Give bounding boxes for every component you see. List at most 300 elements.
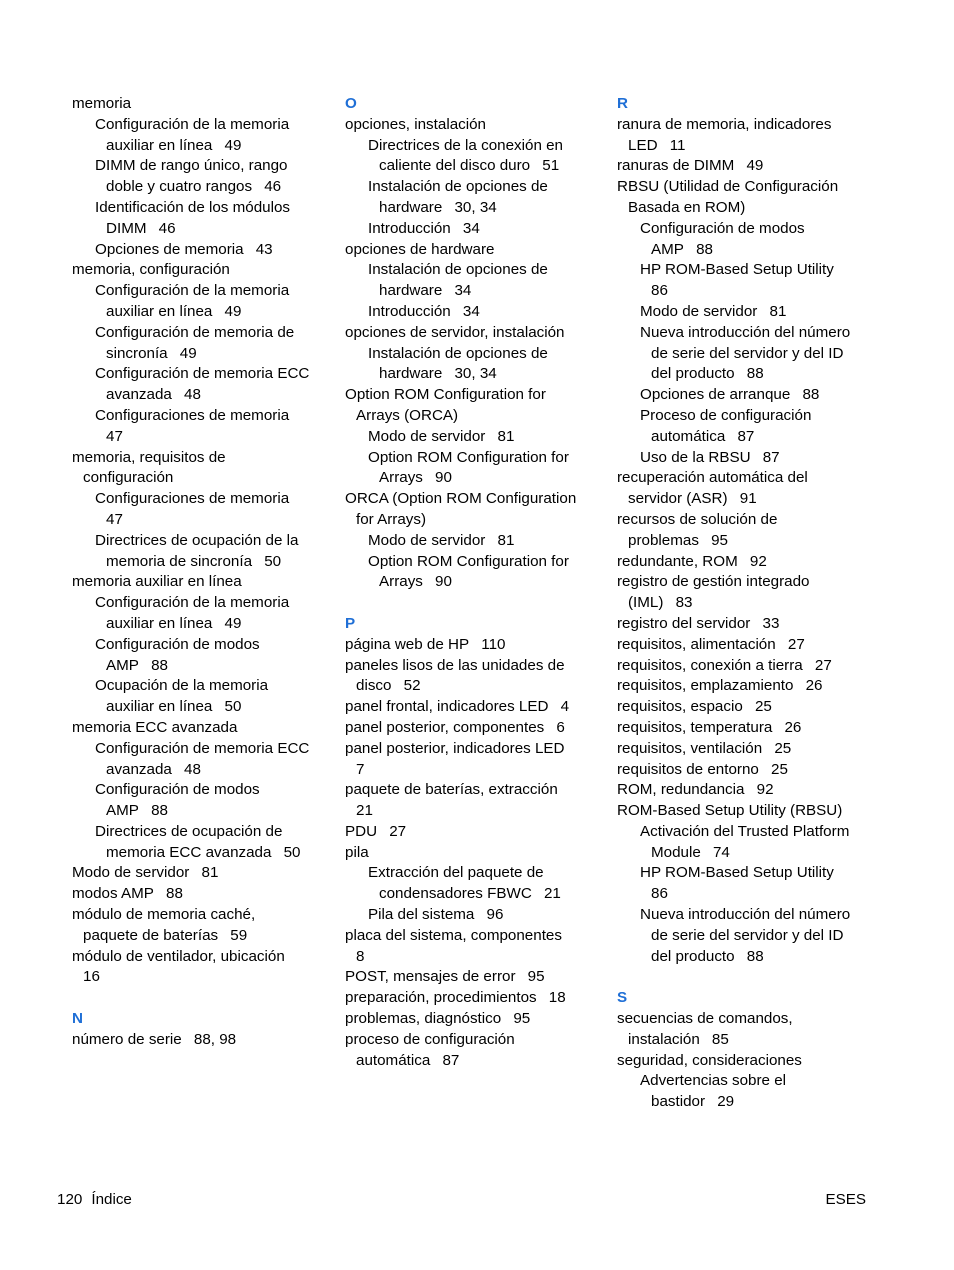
index-entry (617, 115, 879, 157)
page-reference: 26 (805, 677, 823, 695)
index-subentry (72, 364, 330, 406)
index-entry (345, 635, 597, 656)
entry-term-line: AMP 88 (106, 802, 168, 820)
entry-term-line: Configuración de memoria ECC (95, 739, 310, 757)
entry-term-line: AMP 88 (651, 240, 713, 258)
page-reference: 49 (746, 157, 764, 175)
entry-term-line: Arrays 90 (379, 469, 452, 487)
page-reference: 48 (184, 760, 201, 778)
entry-term-line: for Arrays) (356, 510, 427, 528)
entry-term-line: preparación, procedimientos 18 (345, 989, 566, 1007)
index-entry (345, 843, 597, 864)
entry-term-line: hardware 30, 34 (379, 198, 497, 216)
index-subentry (72, 822, 330, 864)
page-reference: 30, 34 (454, 365, 497, 383)
entry-term-line: configuración (83, 469, 174, 487)
entry-term-line: Ocupación de la memoria (95, 677, 269, 695)
entry-term-line: Configuración de la memoria (95, 282, 290, 300)
entry-term-line: Extracción del paquete de (368, 864, 544, 882)
index-subentry (345, 552, 597, 594)
entry-term-line: paquete de baterías, extracción (345, 781, 558, 799)
index-subentry (617, 905, 879, 967)
entry-term-line: Advertencias sobre el (640, 1072, 787, 1090)
index-subentry (617, 822, 879, 864)
entry-term-line: Configuración de modos (95, 635, 260, 653)
entry-term-line: ORCA (Option ROM Configuration (345, 490, 577, 508)
entry-term-line: requisitos, ventilación 25 (617, 739, 792, 757)
index-subentry (617, 260, 879, 302)
page-reference: 29 (717, 1093, 735, 1111)
page-reference: 43 (255, 240, 273, 258)
entry-term-line (345, 801, 597, 822)
entry-term-line: registro del servidor 33 (617, 614, 780, 632)
index-column-3 (617, 94, 879, 1113)
page-reference: 95 (527, 968, 545, 986)
index-entry (617, 552, 879, 573)
page-reference: 81 (201, 864, 219, 882)
page-reference: 34 (462, 219, 480, 237)
entry-term-line: Introducción 34 (368, 302, 480, 320)
entry-term-line: memoria de sincronía 50 (106, 552, 282, 570)
index-entry (617, 510, 879, 552)
index-subentry (72, 489, 330, 531)
index-entry (617, 697, 879, 718)
index-entry (72, 947, 330, 989)
entry-term-line: de serie del servidor y del ID (651, 344, 844, 362)
entry-term-line: del producto 88 (651, 947, 764, 965)
footer-page-number: 120 (57, 1191, 83, 1208)
entry-term-line: automática 87 (651, 427, 755, 445)
index-subentry (72, 406, 330, 448)
page-reference: 30, 34 (454, 198, 497, 216)
entry-term-line: opciones de servidor, instalación (345, 323, 565, 341)
index-subentry (72, 240, 330, 261)
entry-term-line: Modo de servidor 81 (640, 302, 787, 320)
entry-term-line: Option ROM Configuration for (345, 386, 546, 404)
page-reference: 21 (543, 885, 561, 903)
index-entry (72, 572, 330, 593)
index-entry (617, 177, 879, 219)
entry-term-line (95, 510, 330, 531)
index-entry (345, 385, 597, 427)
page-reference: 81 (497, 427, 515, 445)
section-gap (617, 967, 879, 988)
index-subentry (72, 593, 330, 635)
index-entry (345, 697, 597, 718)
entry-term-line: requisitos de entorno 25 (617, 760, 788, 778)
entry-term-line: disco 52 (356, 677, 421, 695)
index-entry (72, 1030, 330, 1051)
entry-term-line: requisitos, emplazamiento 26 (617, 677, 823, 695)
entry-term-line: Configuración de la memoria (95, 115, 290, 133)
index-entry (617, 739, 879, 760)
page-reference: 49 (179, 344, 197, 362)
index-entry (72, 94, 330, 115)
entry-term-line: módulo de memoria caché, (72, 906, 256, 924)
entry-term-line: RBSU (Utilidad de Configuración (617, 178, 839, 196)
page-reference: 88, 98 (193, 1030, 237, 1048)
entry-term-line: Module 74 (651, 843, 730, 861)
section-letter: N (72, 1010, 83, 1028)
entry-term-line: problemas, diagnóstico 95 (345, 1010, 531, 1028)
page-reference: 59 (230, 926, 248, 944)
entry-term-line: opciones de hardware (345, 240, 495, 258)
entry-term-line: Directrices de ocupación de la (95, 531, 299, 549)
entry-term-line: auxiliar en línea 50 (106, 698, 242, 716)
entry-term-line: número de serie 88, 98 (72, 1030, 237, 1048)
entry-term-line: paquete de baterías 59 (83, 926, 248, 944)
index-subentry (345, 302, 597, 323)
index-entry (345, 718, 597, 739)
page-reference: 48 (184, 386, 201, 404)
page-reference: 11 (669, 136, 686, 154)
index-subentry (72, 739, 330, 781)
index-entry (617, 780, 879, 801)
index-subentry (72, 156, 330, 198)
page-reference: 47 (106, 510, 123, 528)
page-reference: 7 (356, 760, 365, 778)
index-entry (345, 1009, 597, 1030)
page-reference: 81 (497, 531, 515, 549)
page-reference: 95 (513, 1010, 531, 1028)
page-reference: 50 (264, 552, 282, 570)
entry-term-line: memoria (72, 95, 132, 112)
index-entry (617, 614, 879, 635)
entry-term-line: del producto 88 (651, 365, 764, 383)
entry-term-line: ranura de memoria, indicadores (617, 115, 832, 133)
page-reference: 33 (762, 614, 780, 632)
index-entry (72, 448, 330, 490)
index-subentry (617, 219, 879, 261)
entry-term-line: problemas 95 (628, 531, 728, 549)
index-entry (345, 115, 597, 136)
page-reference: 90 (435, 469, 452, 487)
entry-term-line: PDU 27 (345, 822, 407, 840)
entry-term-line: secuencias de comandos, (617, 1010, 793, 1028)
entry-term-line: Configuraciones de memoria (95, 490, 290, 508)
entry-term-line: Directrices de la conexión en (368, 136, 564, 154)
entry-term-line: doble y cuatro rangos 46 (106, 178, 282, 196)
entry-term-line: condensadores FBWC 21 (379, 885, 561, 903)
section-letter: O (345, 95, 357, 112)
page-reference: 87 (442, 1051, 460, 1069)
page-reference: 88 (151, 656, 168, 674)
index-entry (345, 926, 597, 968)
entry-term-line: auxiliar en línea 49 (106, 302, 242, 320)
page-reference: 51 (542, 157, 560, 175)
index-entry (345, 240, 597, 261)
entry-term-line: Configuración de memoria de (95, 323, 295, 341)
entry-term-line: Instalación de opciones de (368, 344, 548, 362)
page-reference: 74 (712, 843, 730, 861)
entry-term-line: Arrays (ORCA) (356, 406, 459, 424)
page-reference: 95 (711, 531, 728, 549)
footer-section: Índice (91, 1191, 132, 1208)
page-reference: 88 (802, 386, 820, 404)
page-reference: 87 (737, 427, 755, 445)
entry-term-line: requisitos, alimentación 27 (617, 635, 805, 653)
index-subentry (617, 302, 879, 323)
page-reference: 96 (486, 906, 504, 924)
index-subentry (617, 863, 879, 905)
index-subentry (72, 635, 330, 677)
index-entry (617, 1009, 879, 1051)
entry-term-line: Modo de servidor 81 (368, 427, 515, 445)
entry-term-line: Directrices de ocupación de (95, 822, 283, 840)
page-reference: 87 (762, 448, 780, 466)
index-entry (617, 676, 879, 697)
page-reference: 88 (746, 365, 764, 383)
page-reference: 88 (746, 947, 764, 965)
entry-term-line: Nueva introducción del número (640, 323, 851, 341)
entry-term-line: módulo de ventilador, ubicación (72, 947, 285, 965)
page-reference: 26 (784, 718, 802, 736)
page-reference: 88 (166, 885, 183, 903)
page-reference: 25 (754, 698, 772, 716)
index-subentry (345, 863, 597, 905)
page-reference: 86 (651, 282, 668, 300)
entry-term-line: Modo de servidor 81 (72, 864, 219, 882)
index-entry (72, 884, 330, 905)
page-reference: 27 (814, 656, 832, 674)
page-reference: 92 (756, 781, 774, 799)
index-subentry (617, 448, 879, 469)
index-subentry (345, 219, 597, 240)
entry-term-line: registro de gestión integrado (617, 573, 810, 591)
entry-term-line: Basada en ROM) (628, 198, 746, 216)
entry-term-line: memoria, requisitos de (72, 448, 226, 466)
entry-term-line: memoria auxiliar en línea (72, 573, 242, 591)
page-reference: 8 (356, 947, 365, 965)
page-reference: 16 (83, 968, 100, 986)
entry-term-line: panel posterior, componentes 6 (345, 718, 565, 736)
page-reference: 88 (696, 240, 713, 258)
entry-term-line: página web de HP 110 (345, 635, 506, 653)
index-subentry (72, 780, 330, 822)
page-reference: 18 (548, 989, 566, 1007)
index-entry (345, 323, 597, 344)
entry-term-line: HP ROM-Based Setup Utility (640, 261, 834, 279)
index-entry (345, 988, 597, 1009)
page-reference: 90 (435, 573, 452, 591)
entry-term-line: paneles lisos de las unidades de (345, 656, 565, 674)
index-entry (617, 760, 879, 781)
entry-term-line: avanzada 48 (106, 386, 201, 404)
footer-left (57, 1190, 132, 1210)
page-reference: 50 (283, 843, 301, 861)
index-subentry (617, 323, 879, 385)
entry-term-line (72, 967, 330, 988)
page-reference: 25 (771, 760, 788, 778)
index-entry (345, 780, 597, 822)
entry-term-line: Instalación de opciones de (368, 178, 548, 196)
page-reference: 27 (787, 635, 805, 653)
entry-term-line (640, 281, 879, 302)
page-reference: 21 (356, 802, 373, 820)
entry-term-line: ROM, redundancia 92 (617, 781, 774, 799)
section-gap (72, 988, 330, 1009)
page-reference: 88 (151, 802, 168, 820)
entry-term-line: Configuración de modos (640, 219, 805, 237)
entry-term-line: memoria ECC avanzada (72, 718, 238, 736)
entry-term-line: Pila del sistema 96 (368, 906, 504, 924)
entry-term-line (95, 427, 330, 448)
page-reference: 92 (749, 552, 767, 570)
entry-term-line: bastidor 29 (651, 1093, 735, 1111)
index-column-2 (345, 94, 597, 1071)
entry-term-line: opciones, instalación (345, 115, 486, 133)
entry-term-line: Nueva introducción del número (640, 906, 851, 924)
page-reference: 85 (711, 1030, 729, 1048)
entry-term-line: proceso de configuración (345, 1030, 515, 1048)
page-reference: 49 (224, 302, 242, 320)
page-reference: 86 (651, 885, 668, 903)
entry-term-line: Introducción 34 (368, 219, 480, 237)
page-reference: 83 (675, 594, 693, 612)
index-column-1 (72, 94, 330, 1051)
entry-term-line: AMP 88 (106, 656, 168, 674)
entry-term-line: servidor (ASR) 91 (628, 490, 757, 508)
entry-term-line: Identificación de los módulos (95, 198, 291, 216)
page-reference: 46 (264, 178, 282, 196)
entry-term-line: de serie del servidor y del ID (651, 926, 844, 944)
entry-term-line: Opciones de arranque 88 (640, 386, 820, 404)
index-subentry (617, 406, 879, 448)
section-letter: P (345, 614, 356, 632)
entry-term-line: ranuras de DIMM 49 (617, 157, 764, 175)
entry-term-line: sincronía 49 (106, 344, 197, 362)
entry-term-line: memoria, configuración (72, 261, 230, 279)
index-entry (617, 156, 879, 177)
index-subentry (72, 676, 330, 718)
index-subentry (345, 448, 597, 490)
index-subentry (345, 427, 597, 448)
index-entry (345, 1030, 597, 1072)
index-subentry (345, 260, 597, 302)
entry-term-line: modos AMP 88 (72, 885, 183, 903)
index-entry (617, 1051, 879, 1072)
index-subentry (617, 1071, 879, 1113)
index-entry (617, 718, 879, 739)
page-reference: 52 (403, 677, 421, 695)
page-reference: 46 (158, 219, 176, 237)
entry-term-line: hardware 30, 34 (379, 365, 497, 383)
page-reference: 50 (224, 698, 242, 716)
page-reference: 110 (481, 635, 506, 653)
index-entry (617, 572, 879, 614)
section-gap (345, 593, 597, 614)
section-letter: R (617, 95, 628, 112)
index-subentry (345, 177, 597, 219)
page-reference: 91 (739, 490, 757, 508)
entry-term-line: Opciones de memoria 43 (95, 240, 273, 258)
entry-term-line (345, 947, 597, 968)
entry-term-line (345, 760, 597, 781)
entry-term-line: caliente del disco duro 51 (379, 157, 560, 175)
entry-term-line: Proceso de configuración (640, 406, 812, 424)
entry-term-line: requisitos, temperatura 26 (617, 718, 802, 736)
entry-term-line: Option ROM Configuration for (368, 448, 569, 466)
index-entry (72, 863, 330, 884)
entry-term-line: DIMM 46 (106, 219, 176, 237)
page-reference: 34 (454, 282, 472, 300)
page-reference: 4 (560, 698, 570, 716)
entry-term-line: Configuración de la memoria (95, 594, 290, 612)
entry-term-line: panel frontal, indicadores LED 4 (345, 698, 570, 716)
entry-term-line: Configuraciones de memoria (95, 406, 290, 424)
index-entry (345, 489, 597, 531)
page-reference: 81 (769, 302, 787, 320)
index-entry (345, 739, 597, 781)
entry-term-line (640, 884, 879, 905)
page-reference: 34 (462, 302, 480, 320)
index-entry (617, 635, 879, 656)
entry-term-line: Modo de servidor 81 (368, 531, 515, 549)
page-reference: 49 (224, 614, 242, 632)
entry-term-line: auxiliar en línea 49 (106, 614, 242, 632)
index-entry (72, 718, 330, 739)
entry-term-line: Configuración de modos (95, 781, 260, 799)
entry-term-line: pila (345, 843, 369, 861)
entry-term-line: memoria ECC avanzada 50 (106, 843, 301, 861)
index-subentry (72, 281, 330, 323)
footer-code: ESES (825, 1191, 866, 1208)
entry-term-line: seguridad, consideraciones (617, 1051, 802, 1069)
entry-term-line: avanzada 48 (106, 760, 201, 778)
entry-term-line: Uso de la RBSU 87 (640, 448, 780, 466)
page-reference: 47 (106, 427, 123, 445)
index-entry (617, 656, 879, 677)
entry-term-line: hardware 34 (379, 282, 472, 300)
index-entry (345, 822, 597, 843)
entry-term-line: POST, mensajes de error 95 (345, 968, 545, 986)
entry-term-line: requisitos, conexión a tierra 27 (617, 656, 832, 674)
page-reference: 49 (224, 136, 242, 154)
entry-term-line: auxiliar en línea 49 (106, 136, 242, 154)
page-reference: 6 (556, 718, 565, 736)
section-letter: S (617, 989, 628, 1007)
entry-term-line: Activación del Trusted Platform (640, 822, 850, 840)
entry-term-line: automática 87 (356, 1051, 460, 1069)
index-entry (617, 468, 879, 510)
index-entry (617, 801, 879, 822)
entry-term-line: Option ROM Configuration for (368, 552, 569, 570)
entry-term-line: recursos de solución de (617, 510, 778, 528)
index-subentry (72, 531, 330, 573)
index-subentry (345, 136, 597, 178)
entry-term-line: Configuración de memoria ECC (95, 365, 310, 383)
entry-term-line: DIMM de rango único, rango (95, 157, 288, 175)
entry-term-line: (IML) 83 (628, 594, 693, 612)
index-entry (345, 656, 597, 698)
index-subentry (345, 344, 597, 386)
index-entry (72, 260, 330, 281)
index-entry (72, 905, 330, 947)
index-subentry (617, 385, 879, 406)
entry-term-line: panel posterior, indicadores LED (345, 739, 565, 757)
index-subentry (345, 531, 597, 552)
entry-term-line: LED 11 (628, 136, 686, 154)
index-subentry (72, 115, 330, 157)
page-reference: 25 (774, 739, 792, 757)
page-reference: 27 (389, 822, 407, 840)
index-subentry (72, 323, 330, 365)
entry-term-line: requisitos, espacio 25 (617, 698, 772, 716)
entry-term-line: ROM-Based Setup Utility (RBSU) (617, 802, 843, 820)
entry-term-line: Arrays 90 (379, 573, 452, 591)
entry-term-line: Instalación de opciones de (368, 261, 548, 279)
entry-term-line: redundante, ROM 92 (617, 552, 767, 570)
